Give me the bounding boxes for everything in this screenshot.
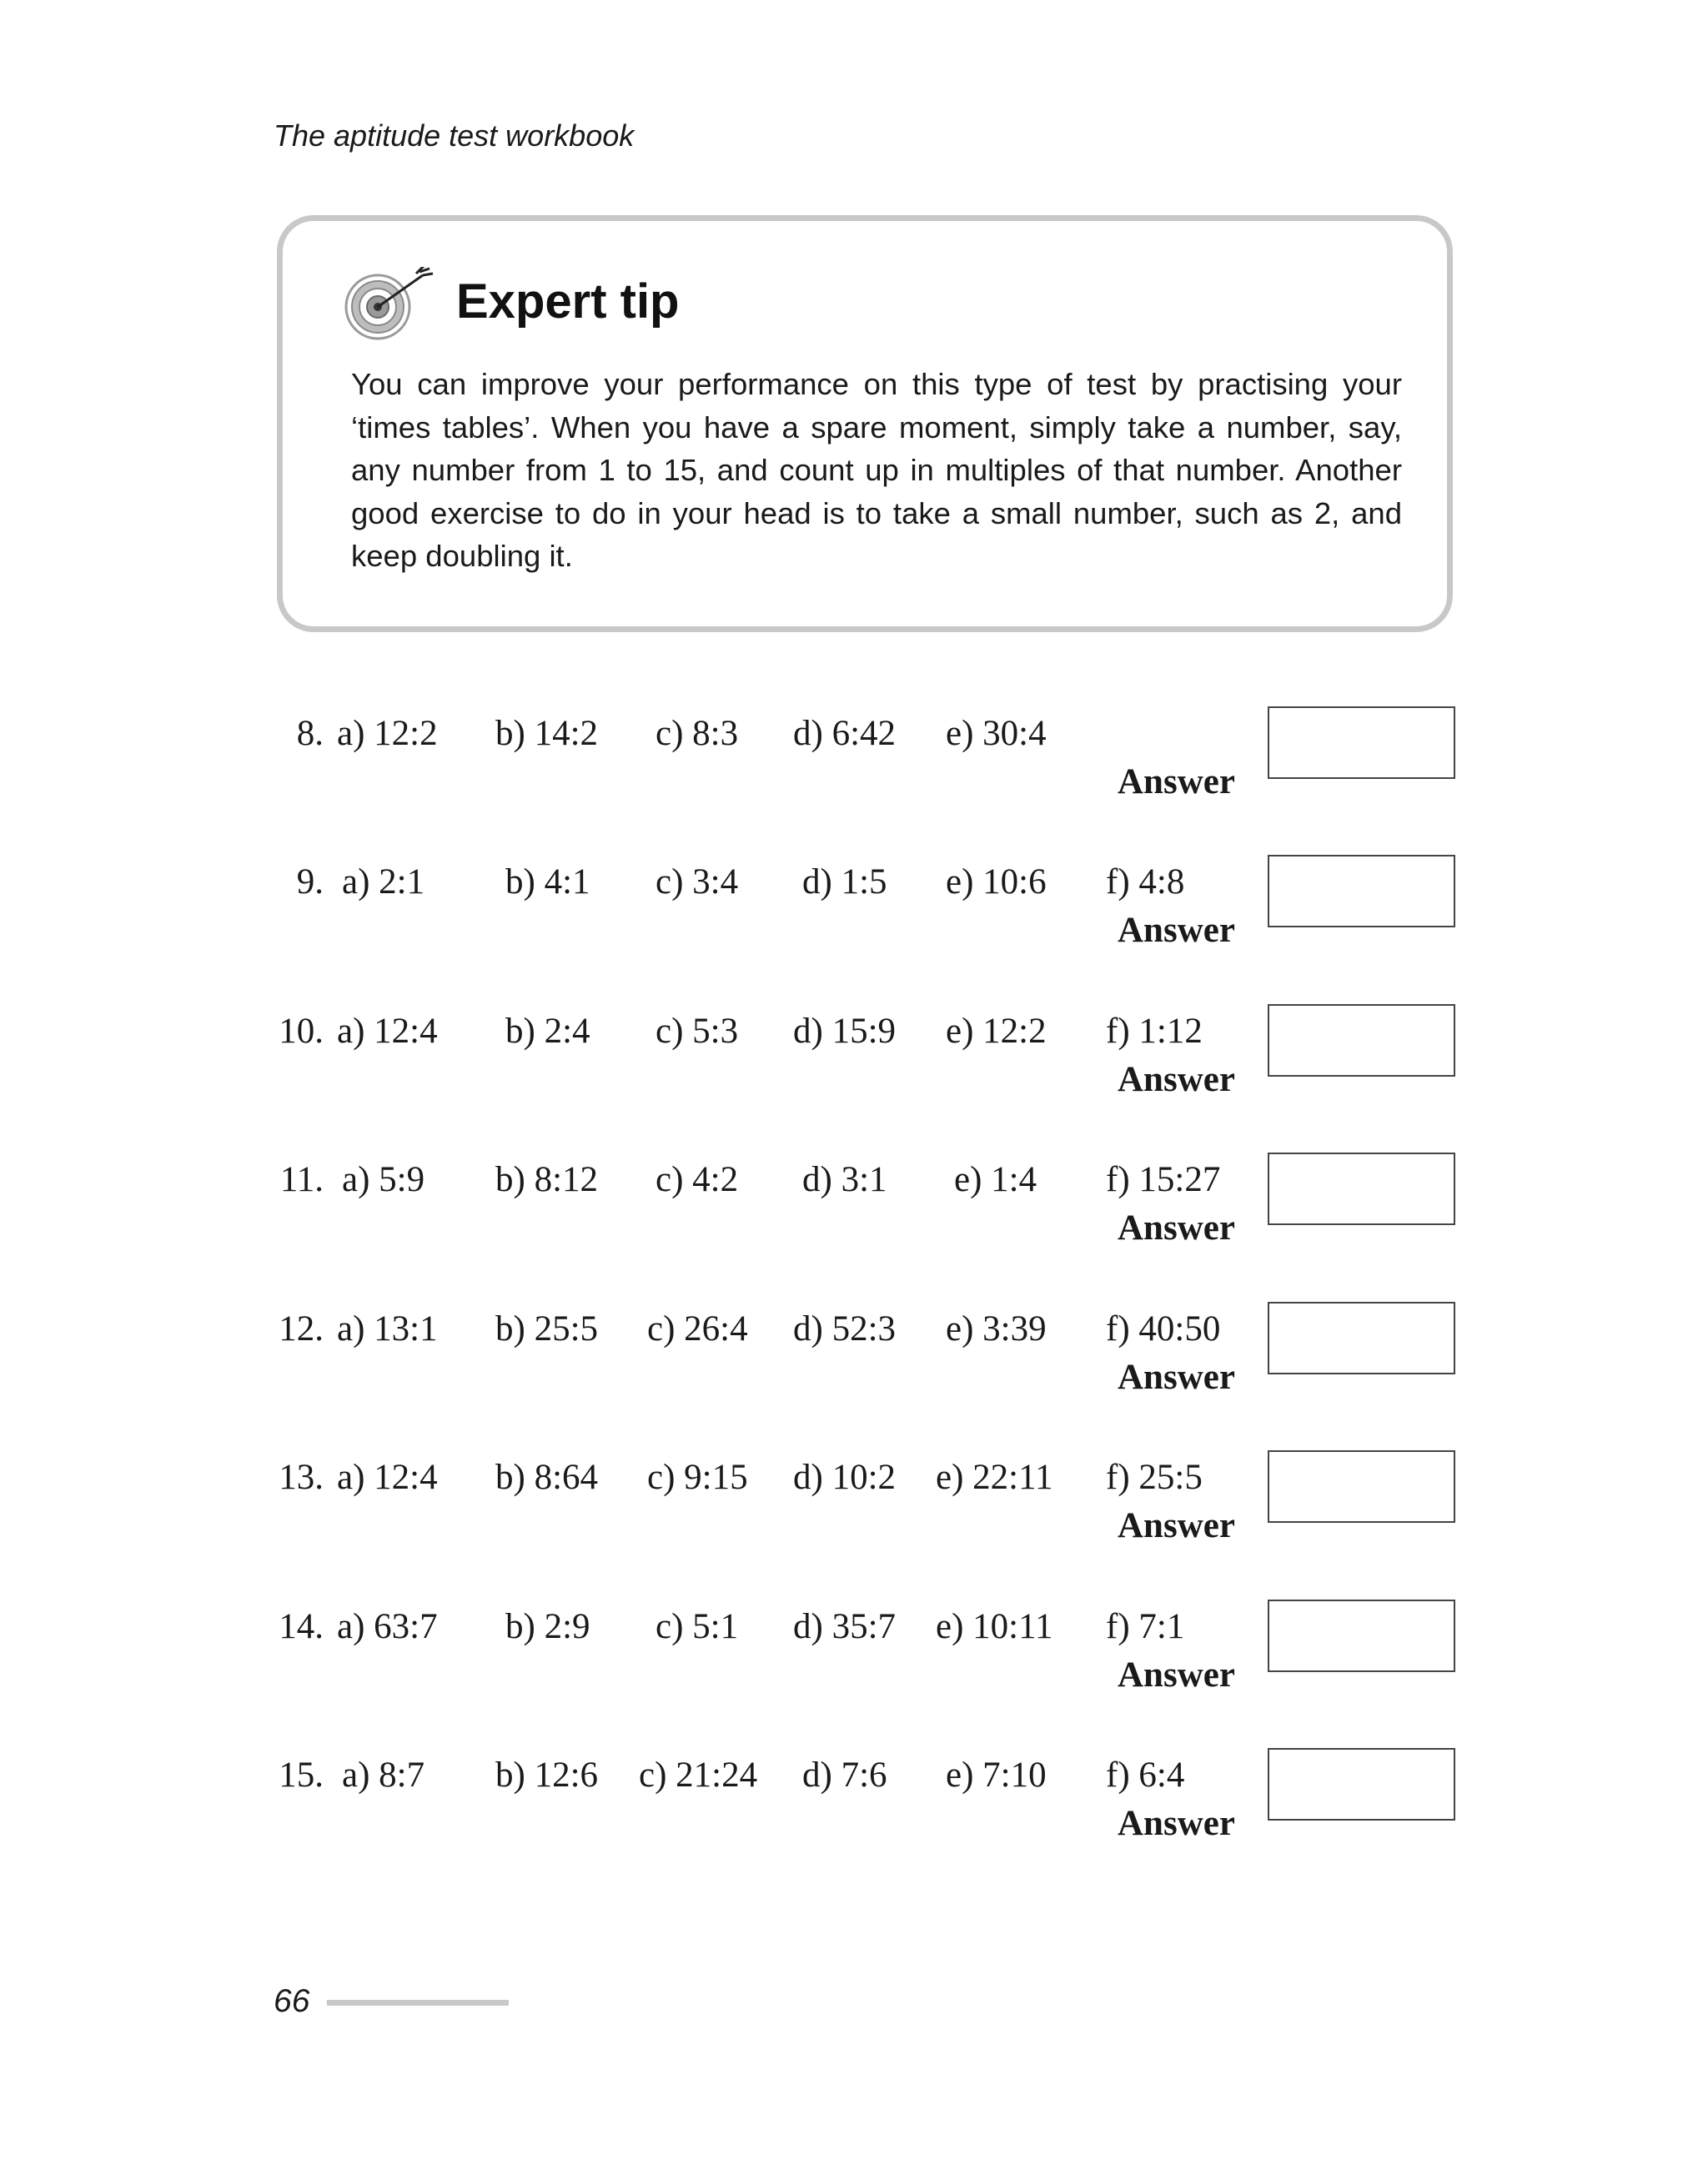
option-b: b) 4:1 <box>505 862 590 902</box>
option-b: b) 8:64 <box>495 1458 599 1497</box>
question-number: 9. <box>296 862 324 902</box>
answer-box[interactable] <box>1268 1004 1455 1077</box>
option-b: b) 25:5 <box>495 1309 599 1349</box>
option-b: b) 2:4 <box>505 1012 590 1051</box>
option-c: c) 5:1 <box>656 1607 739 1646</box>
option-e: e) 10:6 <box>946 862 1047 902</box>
option-f: f) 4:8 <box>1106 862 1185 902</box>
tip-line: keep doubling it. <box>351 539 573 573</box>
question-12 <box>0 1311 1708 1444</box>
question-11 <box>0 1162 1708 1295</box>
option-d: d) 6:42 <box>793 714 897 753</box>
answer-box[interactable] <box>1268 1600 1455 1672</box>
option-c: c) 3:4 <box>656 862 739 902</box>
answer-box[interactable] <box>1268 1153 1455 1225</box>
option-a: a) 2:1 <box>342 862 425 902</box>
option-e: e) 7:10 <box>946 1756 1047 1795</box>
option-c: c) 5:3 <box>656 1012 739 1051</box>
option-b: b) 8:12 <box>495 1160 599 1199</box>
tip-line: any number from 1 to 15, and count up in multiples of that number. Another <box>351 453 1402 487</box>
option-e: e) 30:4 <box>946 714 1047 753</box>
option-c: c) 4:2 <box>656 1160 739 1199</box>
option-a: a) 12:2 <box>337 714 438 753</box>
running-head: The aptitude test workbook <box>274 118 635 153</box>
option-c: c) 9:15 <box>647 1458 748 1497</box>
option-a: a) 63:7 <box>337 1607 438 1646</box>
option-d: d) 35:7 <box>793 1607 897 1646</box>
tip-line: ‘times tables’. When you have a spare moment, simply take a number, say, <box>351 409 1402 445</box>
option-d: d) 7:6 <box>802 1756 887 1795</box>
option-a: a) 12:4 <box>337 1012 438 1051</box>
answer-box[interactable] <box>1268 1302 1455 1374</box>
option-d: d) 1:5 <box>802 862 887 902</box>
option-c: c) 26:4 <box>647 1309 748 1349</box>
option-e: e) 12:2 <box>946 1012 1047 1051</box>
answer-box[interactable] <box>1268 1748 1455 1821</box>
option-c: c) 8:3 <box>656 714 739 753</box>
question-number: 10. <box>279 1012 324 1051</box>
option-b: b) 14:2 <box>495 714 599 753</box>
tip-line: good exercise to do in your head is to take a small number, such as 2, and <box>351 495 1402 530</box>
question-14 <box>0 1609 1708 1742</box>
question-8 <box>0 716 1708 849</box>
answer-label: Answer <box>1118 1506 1235 1545</box>
option-d: d) 52:3 <box>793 1309 897 1349</box>
option-f: f) 25:5 <box>1106 1458 1203 1497</box>
question-13 <box>0 1459 1708 1593</box>
option-a: a) 12:4 <box>337 1458 438 1497</box>
answer-label: Answer <box>1118 911 1235 950</box>
question-15 <box>0 1757 1708 1891</box>
option-d: d) 3:1 <box>802 1160 887 1199</box>
option-d: d) 10:2 <box>793 1458 897 1497</box>
option-a: a) 8:7 <box>342 1756 425 1795</box>
option-b: b) 12:6 <box>495 1756 599 1795</box>
option-e: e) 22:11 <box>936 1458 1053 1497</box>
answer-label: Answer <box>1118 1804 1235 1843</box>
answer-box[interactable] <box>1268 706 1455 779</box>
option-a: a) 13:1 <box>337 1309 438 1349</box>
question-number: 12. <box>279 1309 324 1349</box>
question-number: 14. <box>279 1607 324 1646</box>
page-number: 66 <box>274 1983 310 2019</box>
option-c: c) 21:24 <box>639 1756 758 1795</box>
question-number: 11. <box>279 1160 324 1199</box>
option-f: f) 6:4 <box>1106 1756 1185 1795</box>
option-a: a) 5:9 <box>342 1160 425 1199</box>
option-e: e) 3:39 <box>946 1309 1047 1349</box>
option-b: b) 2:9 <box>505 1607 590 1646</box>
option-e: e) 10:11 <box>936 1607 1053 1646</box>
answer-label: Answer <box>1118 1358 1235 1397</box>
answer-label: Answer <box>1118 1655 1235 1695</box>
option-d: d) 15:9 <box>793 1012 897 1051</box>
answer-label: Answer <box>1118 1060 1235 1099</box>
question-number: 13. <box>279 1458 324 1497</box>
answer-label: Answer <box>1118 1208 1235 1248</box>
tip-title: Expert tip <box>456 274 680 329</box>
option-f: f) 15:27 <box>1106 1160 1221 1199</box>
footer-rule <box>327 2000 509 2006</box>
question-9 <box>0 864 1708 997</box>
tip-line: You can improve your performance on this type of test by practising your <box>351 367 1402 401</box>
option-f: f) 40:50 <box>1106 1309 1221 1349</box>
answer-box[interactable] <box>1268 855 1455 927</box>
answer-box[interactable] <box>1268 1450 1455 1523</box>
question-10 <box>0 1013 1708 1147</box>
answer-label: Answer <box>1118 762 1235 801</box>
option-f: f) 7:1 <box>1106 1607 1185 1646</box>
question-number: 15. <box>279 1756 324 1795</box>
question-number: 8. <box>296 714 324 753</box>
option-e: e) 1:4 <box>954 1160 1037 1199</box>
option-f: f) 1:12 <box>1106 1012 1203 1051</box>
